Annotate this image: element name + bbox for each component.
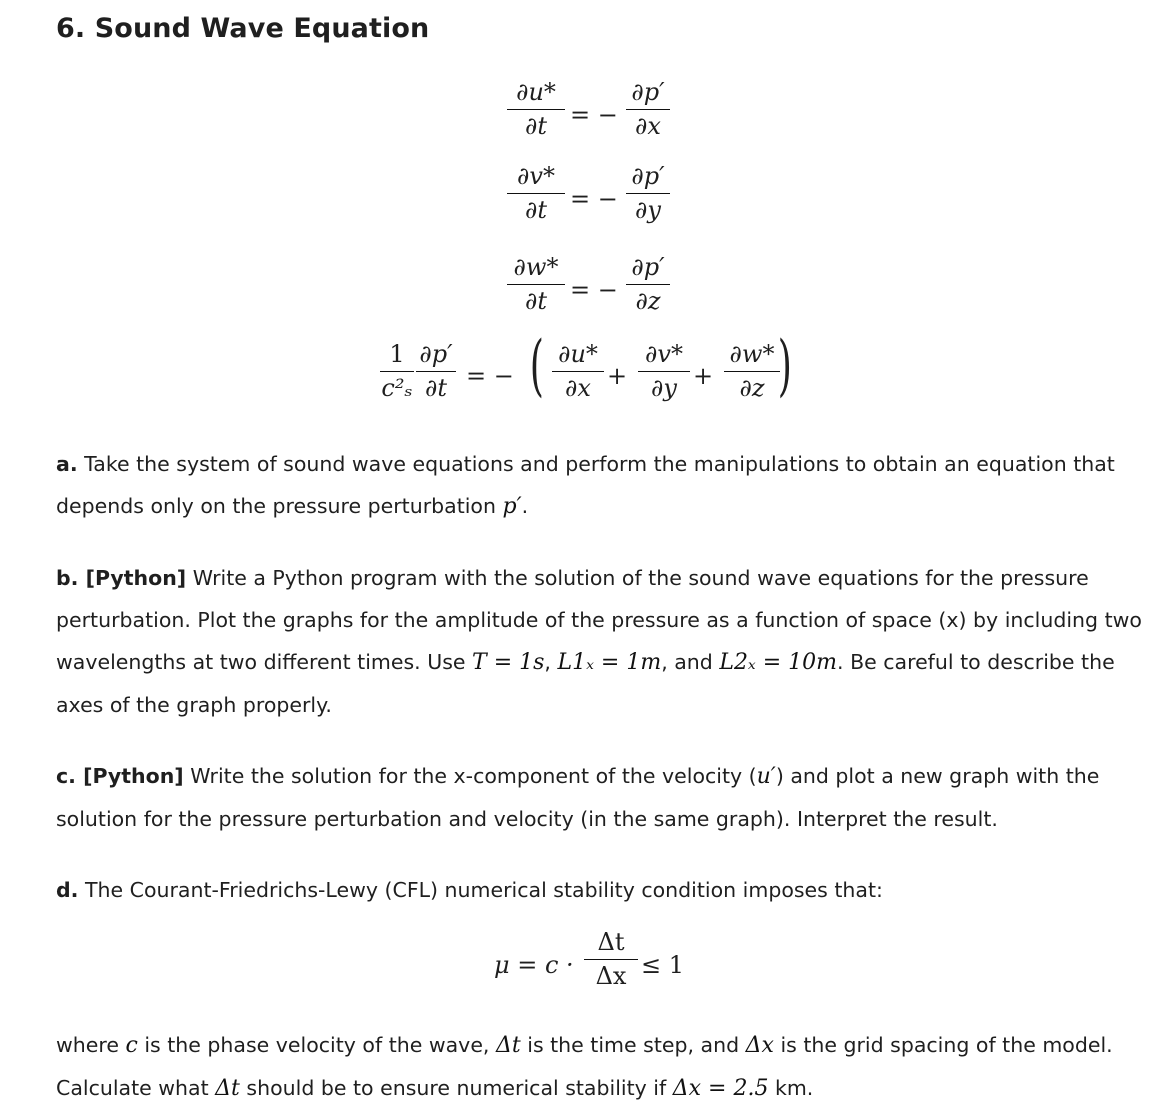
fraction: ∂w* ∂t [507,255,565,313]
math-dt: Δt [215,1076,240,1101]
part-d [56,869,1146,911]
fraction-inverse-cs2: 1 c²ₛ [381,340,413,403]
part-b-text-1: Write a Python program with the solution of the sound wave equations for the pressure perturbation. Plot the graphs for the amplitude of the pressure as a function of space (x) by including two wavelengths at two different times. Use [56,566,1142,674]
part-a-math: p′ [502,494,522,519]
fraction: ∂p′ ∂y [626,164,670,222]
fraction: ∂v* ∂t [507,164,565,222]
math-dx: Δx [745,1033,774,1058]
right-paren: ) [777,327,792,404]
part-b-text-2: . Be careful to describe the axes of the graph properly. [56,650,1115,717]
separator: , and [661,650,713,674]
part-a-end: . [521,494,529,518]
part-b-math-l2: L2ₓ = 10m [719,650,838,675]
fraction: ∂w* ∂z [724,342,780,400]
math-dx-value: Δx = 2.5 [672,1076,769,1101]
relation: = − [466,362,514,390]
part-b [56,557,1146,726]
cfl-rhs: ≤ 1 [641,951,685,979]
left-paren: ( [529,327,544,404]
plus-sign: + [607,362,628,390]
part-c [56,755,1146,840]
part-d-text: The Courant-Friedrichs-Lewy (CFL) numerical stability condition imposes that: [85,878,883,902]
relation: = − [570,101,618,129]
fraction: ∂u* ∂x [552,342,604,400]
part-b-math-l1: L1ₓ = 1m [557,650,662,675]
part-c-label: c. [Python] [56,764,184,788]
fraction: ∂p′ ∂t [416,342,456,400]
part-b-math-period: T = 1s [472,650,545,675]
part-a [56,443,1146,528]
relation: = − [570,185,618,213]
part-c-text-2: ) and plot a new graph with the solution for the pressure perturbation and velocity (in the same graph). Interpret the result. [56,764,1100,831]
part-d-label: d. [56,878,79,902]
closing-paragraph: where c is the phase velocity of the wave, Δt is the time step, and Δx is the grid spacing of the model. Calculate what Δt should be to ensure numerical stability if Δx = 2.5 km. [56,1033,1113,1101]
fraction: ∂v* ∂y [638,342,690,400]
fraction: ∂u* ∂t [507,80,565,138]
cfl-fraction: Δt Δx [584,930,638,988]
part-c-text-1: Write the solution for the x-component of the velocity ( [190,764,757,788]
separator: , [544,650,551,674]
fraction: ∂p′ ∂z [626,255,670,313]
fraction: ∂p′ ∂x [626,80,670,138]
math-c: c [125,1033,138,1058]
section-title: 6. Sound Wave Equation [56,13,430,44]
part-c-math: u′ [756,764,776,789]
part-a-label: a. [56,452,78,476]
part-a-text: Take the system of sound wave equations and perform the manipulations to obtain an equation that depends only on the pressure perturbation [56,452,1115,518]
cfl-lhs: μ = c · [494,951,574,979]
relation: = − [570,276,618,304]
plus-sign: + [693,362,714,390]
math-dt: Δt [495,1033,521,1058]
part-b-label: b. [Python] [56,566,187,590]
